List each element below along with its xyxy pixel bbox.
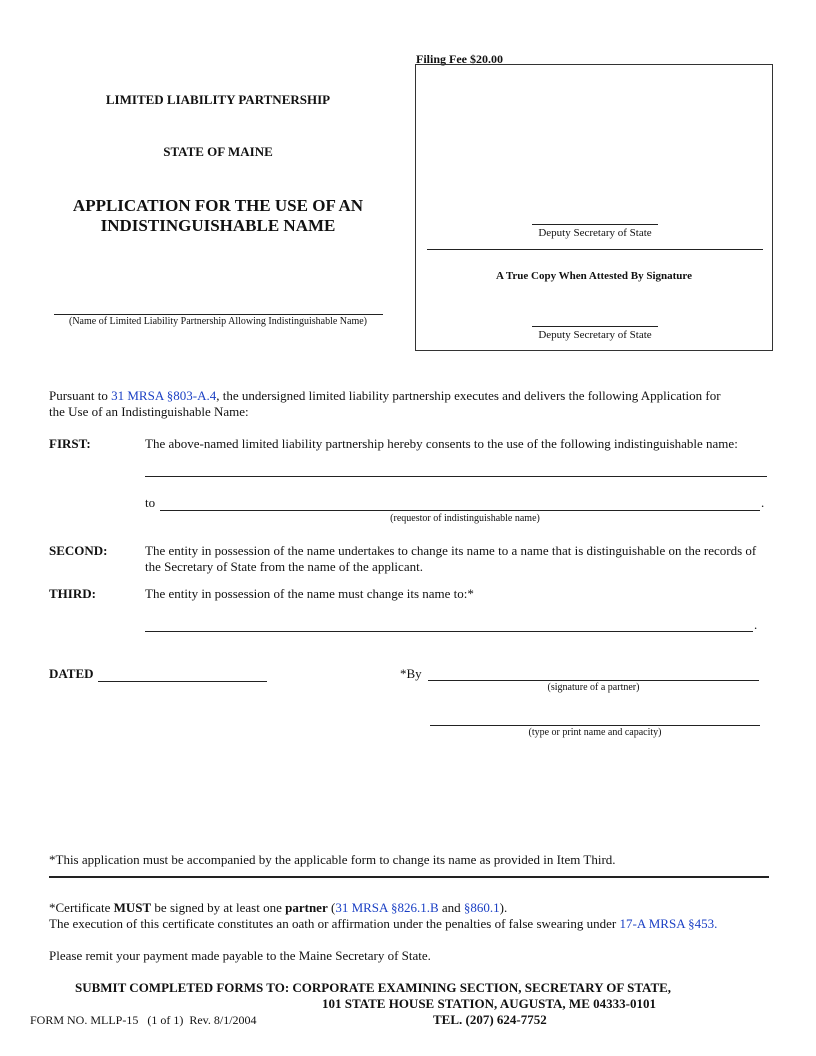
oath-text: The execution of this certificate constitutes an oath or affirmation under the penalties of false swearing under (49, 916, 620, 931)
intro-prefix: Pursuant to (49, 388, 112, 403)
llp-name-caption: (Name of Limited Liability Partnership Allowing Indistinguishable Name) (69, 316, 367, 327)
oath-note (49, 916, 717, 932)
submit-line-3: TEL. (207) 624-7752 (433, 1012, 547, 1027)
intro-suffix: , the undersigned limited liability partnership executes and delivers the following Application for (216, 388, 721, 403)
footnote-third: *This application must be accompanied by the applicable form to change its name as provided in Item Third. (49, 852, 616, 867)
deputy-signature-line-1 (532, 224, 658, 225)
second-line-1: The entity in possession of the name undertakes to change its name to a name that is distinguishable on the records of (145, 543, 757, 558)
remit-note: Please remit your payment made payable to the Maine Secretary of State. (49, 948, 431, 963)
requestor-name-field[interactable] (160, 510, 760, 511)
page-title (48, 196, 388, 236)
cert-prefix: *Certificate (49, 900, 114, 915)
cert-must: MUST (113, 900, 152, 915)
partner-name-field[interactable] (430, 725, 760, 726)
office-box-divider (427, 249, 763, 250)
intro-paragraph (49, 388, 769, 420)
submit-line-1: SUBMIT COMPLETED FORMS TO: CORPORATE EXAMINING SECTION, SECRETARY OF STATE, (75, 980, 672, 995)
submit-line-2: 101 STATE HOUSE STATION, AUGUSTA, ME 04333-0101 (322, 996, 656, 1011)
indistinguishable-name-field[interactable] (145, 476, 767, 477)
third-label: THIRD: (49, 586, 96, 601)
statute-link-453[interactable]: 17-A MRSA §453 (619, 916, 715, 931)
statute-link-860[interactable]: §860.1 (463, 900, 500, 915)
deputy-label-2: Deputy Secretary of State (538, 329, 652, 341)
cert-close: ). (499, 900, 508, 915)
second-label: SECOND: (49, 543, 108, 558)
title-line-1: APPLICATION FOR THE USE OF AN (72, 196, 364, 215)
second-text (145, 543, 770, 575)
signature-caption: (signature of a partner) (547, 682, 640, 693)
intro-line-2: the Use of an Indistinguishable Name: (49, 404, 249, 419)
attest-text: A True Copy When Attested By Signature (496, 270, 692, 282)
deputy-label-1: Deputy Secretary of State (538, 227, 652, 239)
dated-label: DATED (49, 666, 94, 681)
partner-signature-field[interactable] (428, 680, 759, 681)
footnote-divider (49, 876, 769, 878)
dated-field[interactable] (98, 681, 267, 682)
cert-and: and (438, 900, 464, 915)
filing-fee: Filing Fee $20.00 (416, 52, 503, 66)
cert-mid: be signed by at least one (151, 900, 286, 915)
entity-type-heading: LIMITED LIABILITY PARTNERSHIP (105, 92, 331, 107)
state-heading: STATE OF MAINE (163, 144, 273, 159)
title-line-2: INDISTINGUISHABLE NAME (100, 216, 336, 235)
statute-link-803[interactable]: 31 MRSA §803-A.4 (111, 388, 217, 403)
third-text: The entity in possession of the name must change its name to:* (145, 586, 474, 601)
second-line-2: the Secretary of State from the name of the applicant. (145, 559, 423, 574)
requestor-caption: (requestor of indistinguishable name) (390, 513, 540, 524)
deputy-signature-line-2 (532, 326, 658, 327)
name-capacity-caption: (type or print name and capacity) (528, 727, 662, 738)
by-label: *By (400, 666, 422, 681)
office-use-box (415, 64, 773, 351)
first-label: FIRST: (49, 436, 91, 451)
statute-link-826[interactable]: 31 MRSA §826.1.B (335, 900, 439, 915)
cert-partner: partner (285, 900, 328, 915)
new-name-field[interactable] (145, 631, 753, 632)
cert-open: ( (327, 900, 336, 915)
requestor-period: . (761, 495, 765, 510)
form-number: FORM NO. MLLP-15 (1 of 1) Rev. 8/1/2004 (30, 1013, 257, 1027)
oath-end: . (714, 916, 718, 931)
certificate-note (49, 900, 507, 916)
llp-name-field[interactable] (54, 314, 383, 315)
to-label: to (145, 495, 156, 510)
first-text: The above-named limited liability partnership hereby consents to the use of the following indistinguishable name: (145, 436, 738, 451)
new-name-period: . (754, 617, 758, 632)
